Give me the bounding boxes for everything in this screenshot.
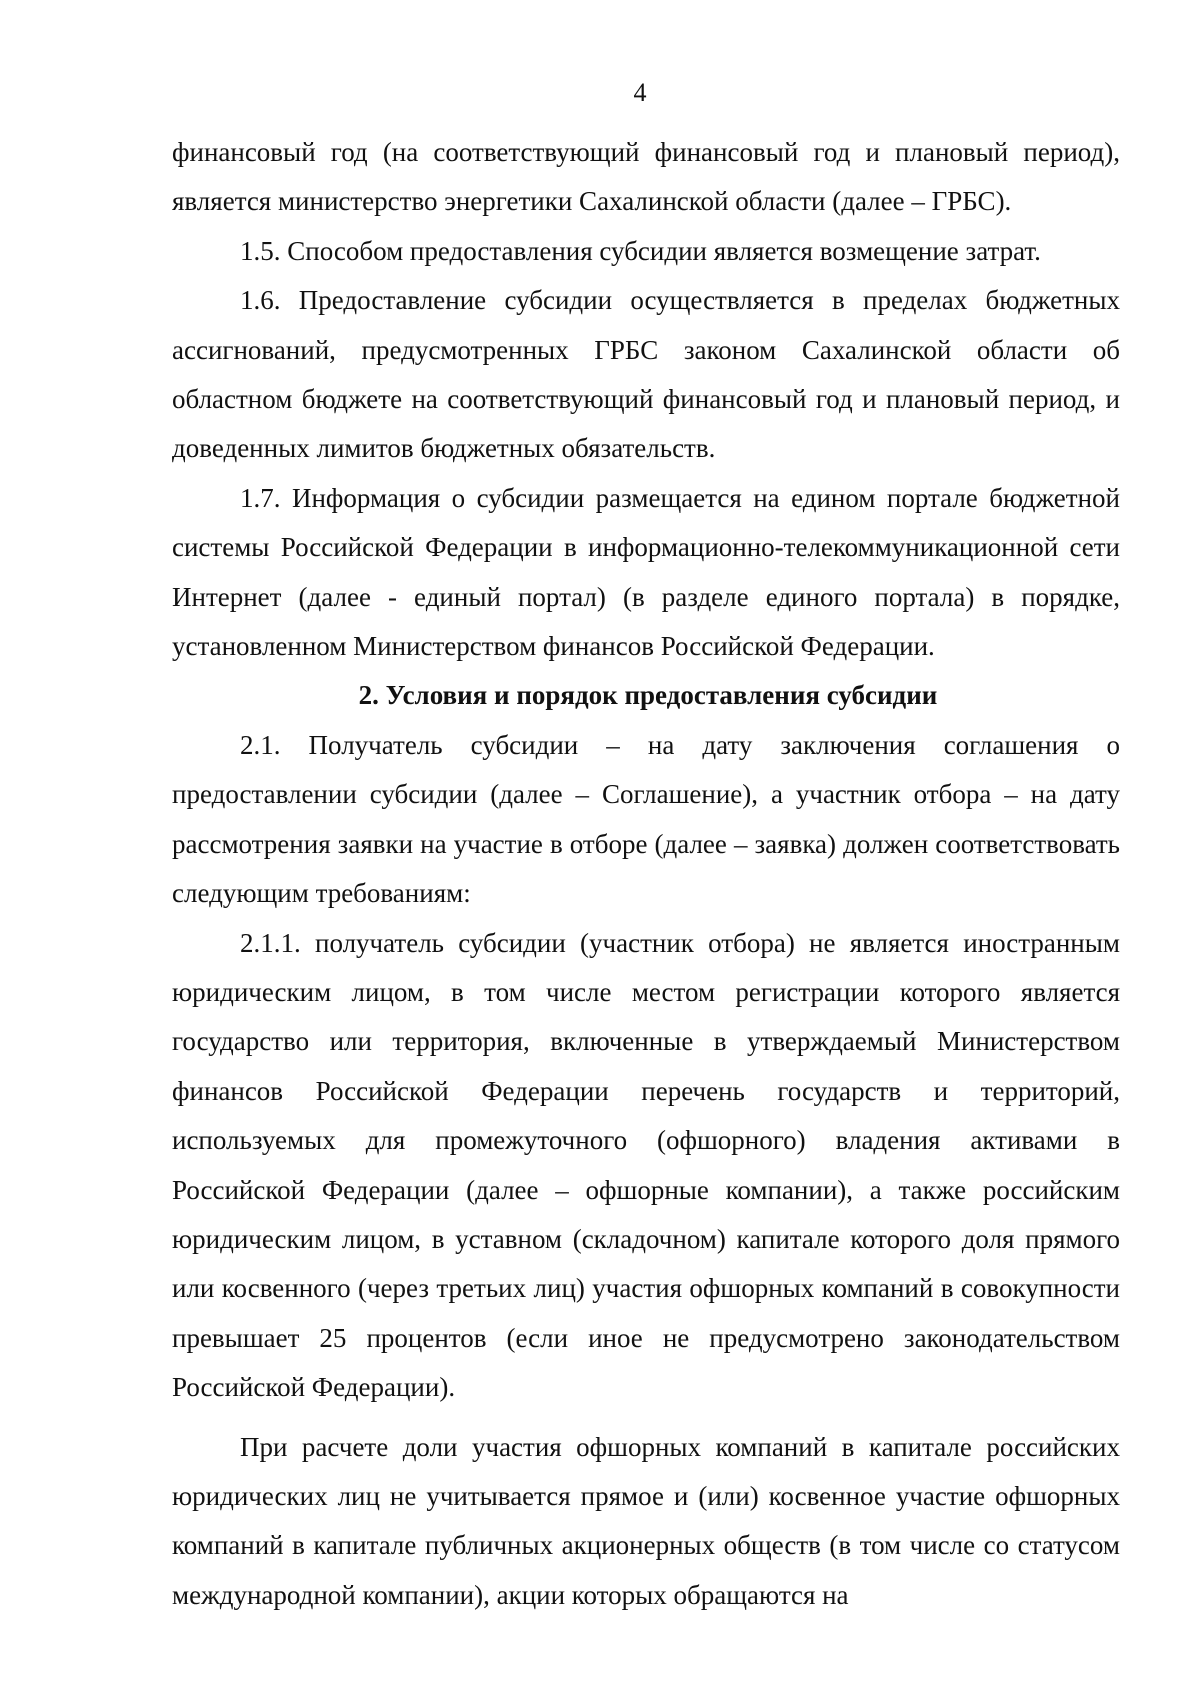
paragraph-1-6: 1.6. Предоставление субсидии осуществляется в пределах бюджетных ассигнований, предусмотренных ГРБС законом Сахалинской области об областном бюджете на соответствующий финансовый год и плановый период, и доведенных лимитов бюджетных обязательств. bbox=[172, 285, 1120, 464]
page-number: 4 bbox=[633, 78, 647, 107]
paragraph-offshore-calculation: При расчете доли участия офшорных компаний в капитале российских юридических лиц не учитывается прямое и (или) косвенное участие офшорных компаний в капитале публичных акционерных обществ (в том числе со статусом международной компании), акции которых обращаются на bbox=[172, 1431, 1120, 1610]
paragraph-1-7: 1.7. Информация о субсидии размещается на едином портале бюджетной системы Российской Федерации в информационно-телекоммуникационной сети Интернет (далее - единый портал) (в разделе единого портала) в порядке, установленном Министерством финансов Российской Федерации. bbox=[172, 482, 1120, 662]
paragraph-2-1: 2.1. Получатель субсидии – на дату заключения соглашения о предоставлении субсидии (далее – Соглашение), а участник отбора – на дату рассмотрения заявки на участие в отборе (далее – заявка) должен соответствовать следующим требованиям: bbox=[172, 729, 1120, 909]
paragraph-2-1-1: 2.1.1. получатель субсидии (участник отбора) не является иностранным юридическим лицом, в том числе местом регистрации которого является государство или территория, включенные в утверждаемый Министерством финансов Российской Федерации перечень государств и территорий, используемых для промежуточного (офшорного) владения активами в Российской Федерации (далее – офшорные компании), а также российским юридическим лицом, в уставном (складочном) капитале которого доля прямого или косвенного (через третьих лиц) участия офшорных компаний в совокупности превышает 25 процентов (если иное не предусмотрено законодательством Российской Федерации). bbox=[172, 927, 1120, 1403]
paragraph-continuation: финансовый год (на соответствующий финансовый год и плановый период), является министерство энергетики Сахалинской области (далее – ГРБС). bbox=[172, 137, 1120, 217]
paragraph-1-5: 1.5. Способом предоставления субсидии является возмещение затрат. bbox=[240, 235, 1041, 266]
document-body bbox=[172, 128, 1120, 1620]
section-heading-2: 2. Условия и порядок предоставления субсидии bbox=[358, 680, 938, 711]
